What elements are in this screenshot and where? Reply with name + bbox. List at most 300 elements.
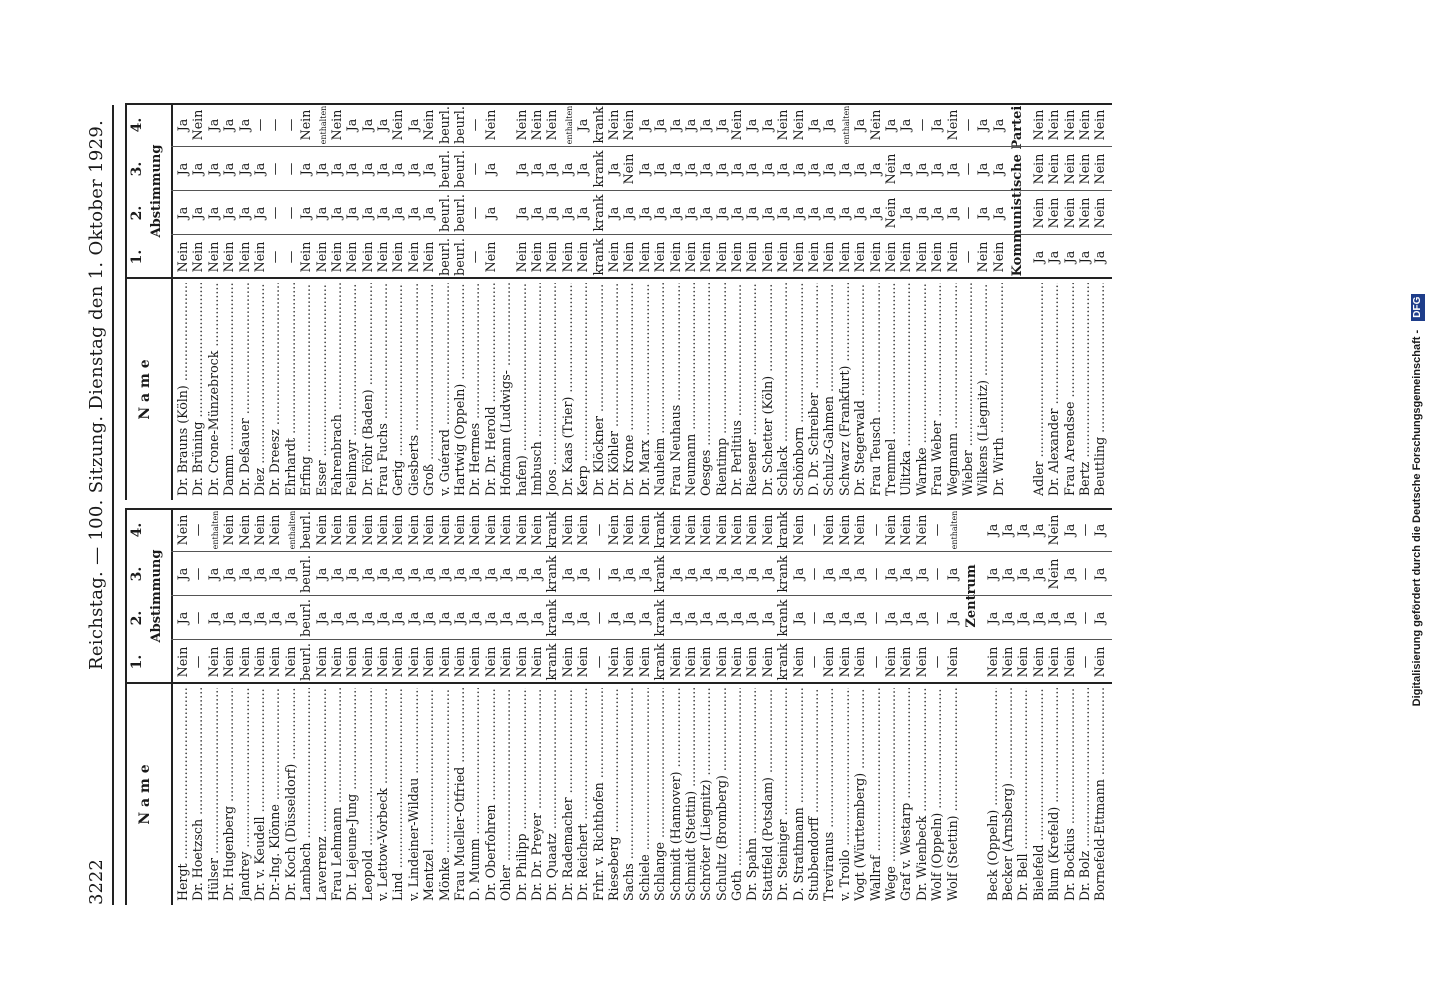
vote-cell: Nein (713, 514, 729, 546)
column-header-abstimmung: Abstimmung (149, 549, 164, 643)
member-name: Frau Arendsee ..... (1062, 283, 1077, 496)
vote-cell: Nein (698, 646, 714, 678)
member-name: Wolf (Stettin) ..... (945, 688, 960, 901)
member-name: Dr. Brauns (Köln) ..... (175, 283, 190, 496)
member-name: Wolf (Oppeln) ..... (929, 688, 944, 901)
vote-cell: Nein (313, 514, 329, 546)
vote-row (698, 508, 713, 684)
vote-cell: Nein (359, 241, 375, 273)
member-name: Esser ..... (314, 283, 329, 496)
vote-cell: Ja (344, 206, 360, 220)
vote-cell: Ja (898, 162, 914, 176)
member-name: Mentzel ..... (421, 688, 436, 901)
vote-cell: Ja (544, 162, 560, 176)
vote-cell: Ja (528, 611, 544, 625)
member-name: Dr. Bolz ..... (1077, 688, 1092, 901)
vote-cell: Ja (498, 567, 514, 581)
vote-cell: — (590, 523, 606, 537)
vote-cell: Ja (221, 162, 237, 176)
vote-row (575, 508, 590, 684)
vote-row (390, 103, 405, 279)
vote-row (714, 508, 729, 684)
vote-row (698, 103, 713, 279)
member-name: v. Guérard ..... (437, 283, 452, 496)
vote-cell: Ja (1015, 611, 1031, 625)
vote-cell: Ja (682, 162, 698, 176)
vote-cell: Ja (205, 611, 221, 625)
vote-row (975, 103, 990, 279)
member-name: Wallraf ..... (868, 688, 883, 901)
member-name: Dr. Köhler ..... (606, 283, 621, 496)
vote-cell: Nein (528, 241, 544, 273)
vote-row (652, 103, 667, 279)
vote-cell: Ja (575, 611, 591, 625)
vote-cell: Nein (1076, 153, 1092, 185)
vote-row (668, 508, 683, 684)
vote-cell: Ja (482, 162, 498, 176)
vote-cell: — (1076, 655, 1092, 669)
vote-cell: Nein (852, 241, 868, 273)
column-rule (171, 639, 1112, 640)
vote-row (406, 103, 421, 279)
vote-cell: enthalten (564, 105, 574, 145)
vote-cell: beurl. (436, 150, 452, 188)
vote-cell: Ja (944, 206, 960, 220)
vote-cell: Nein (621, 241, 637, 273)
member-name: Riesener ..... (744, 283, 759, 496)
vote-cell: Nein (359, 514, 375, 546)
member-name: Warnke ..... (914, 283, 929, 496)
vote-cell: — (1076, 523, 1092, 537)
member-name: Dr. Oberfohren ..... (483, 688, 498, 901)
vote-cell: Ja (852, 611, 868, 625)
vote-cell: Ja (759, 118, 775, 132)
vote-cell: Ja (221, 206, 237, 220)
vote-cell: Ja (882, 567, 898, 581)
vote-cell: Ja (990, 206, 1006, 220)
vote-cell: Nein (190, 241, 206, 273)
vote-cell: Ja (913, 611, 929, 625)
vote-cell: Ja (513, 162, 529, 176)
vote-row (868, 103, 883, 279)
vote-row (344, 508, 359, 684)
vote-cell: Ja (405, 118, 421, 132)
vote-cell: Ja (405, 611, 421, 625)
vote-cell: Nein (867, 109, 883, 141)
table-outer-rule (125, 103, 1112, 105)
vote-cell: — (959, 250, 975, 264)
vote-cell: Ja (575, 206, 591, 220)
vote-cell: Nein (759, 241, 775, 273)
vote-cell: Ja (790, 162, 806, 176)
vote-row (483, 508, 498, 684)
vote-cell: Ja (575, 567, 591, 581)
vote-cell: — (282, 118, 298, 132)
vote-cell: Nein (882, 153, 898, 185)
vote-cell: Ja (467, 611, 483, 625)
vote-cell: Ja (482, 567, 498, 581)
vote-cell: Nein (913, 646, 929, 678)
vote-cell: Ja (175, 611, 190, 625)
column-header-name: N a m e (137, 359, 153, 420)
vote-row (1046, 508, 1061, 684)
vote-row (898, 103, 913, 279)
vote-cell: Nein (298, 241, 314, 273)
vote-cell: Ja (482, 206, 498, 220)
vote-cell: beurl. (298, 555, 314, 593)
member-name: Dr. Föhr (Baden) ..... (360, 283, 375, 496)
vote-cell: Ja (821, 567, 837, 581)
vote-cell: Nein (944, 646, 960, 678)
vote-row (483, 103, 498, 279)
vote-cell: Nein (528, 109, 544, 141)
vote-cell: — (282, 162, 298, 176)
vote-cell: krank (590, 106, 606, 144)
member-name: Rieseberg ..... (606, 688, 621, 901)
vote-cell: Ja (806, 206, 822, 220)
vote-cell: Nein (775, 109, 791, 141)
vote-row (298, 103, 313, 279)
vote-row (206, 103, 221, 279)
vote-cell: Nein (344, 646, 360, 678)
vote-row (514, 508, 529, 684)
vote-cell: Ja (313, 611, 329, 625)
vote-cell: — (959, 118, 975, 132)
vote-cell: Nein (221, 514, 237, 546)
vote-cell: Ja (744, 611, 760, 625)
vote-cell: krank (590, 194, 606, 232)
vote-cell: Ja (267, 611, 283, 625)
vote-cell: Ja (1015, 567, 1031, 581)
vote-cell: Nein (636, 514, 652, 546)
party-spacer (960, 688, 985, 901)
member-name: Becker (Arnsberg) ..... (1000, 688, 1015, 901)
vote-cell: Ja (652, 118, 668, 132)
vote-cell: Nein (390, 241, 406, 273)
vote-cell: Ja (898, 611, 914, 625)
vote-cell: Ja (390, 611, 406, 625)
member-name: Schröter (Liegnitz) ..... (698, 688, 713, 901)
vote-cell: Ja (984, 523, 1000, 537)
vote-cell: Nein (282, 646, 298, 678)
member-name: Mönke ..... (437, 688, 452, 901)
member-name: Bielefeld ..... (1031, 688, 1046, 901)
vote-row (791, 508, 806, 684)
vote-cell: Nein (836, 646, 852, 678)
vote-cell: Nein (359, 646, 375, 678)
vote-row (606, 103, 621, 279)
vote-row (237, 103, 252, 279)
vote-cell: Ja (929, 206, 945, 220)
vote-cell: Nein (990, 241, 1006, 273)
vote-cell: Ja (190, 206, 206, 220)
vote-cell: Ja (990, 118, 1006, 132)
member-name: Lind ..... (390, 688, 405, 901)
vote-cell: Ja (251, 162, 267, 176)
vote-cell: Nein (682, 241, 698, 273)
vote-cell: Nein (375, 241, 391, 273)
vote-cell: Ja (913, 162, 929, 176)
vote-cell: Ja (559, 162, 575, 176)
vote-cell: krank (590, 150, 606, 188)
table-rule (171, 510, 173, 905)
member-name: Schmidt (Hannover) ..... (668, 688, 683, 901)
vote-cell: Nein (1030, 153, 1046, 185)
member-name: Sachs ..... (621, 688, 636, 901)
vote-cell: Ja (999, 611, 1015, 625)
vote-cell: Ja (821, 118, 837, 132)
vote-cell: Nein (852, 646, 868, 678)
vote-cell: Ja (652, 206, 668, 220)
vote-cell: Ja (359, 162, 375, 176)
member-name: Groß ..... (421, 283, 436, 496)
vote-cell: — (1076, 567, 1092, 581)
vote-cell: — (929, 567, 945, 581)
vote-cell: Ja (1030, 523, 1046, 537)
vote-row (252, 508, 267, 684)
vote-cell: Ja (221, 567, 237, 581)
vote-cell: Ja (984, 567, 1000, 581)
vote-cell: Nein (1046, 558, 1062, 590)
vote-cell: — (467, 118, 483, 132)
vote-cell: Ja (759, 206, 775, 220)
vote-cell: Ja (344, 567, 360, 581)
vote-cell: Nein (790, 109, 806, 141)
vote-cell: — (251, 118, 267, 132)
vote-cell: Ja (375, 611, 391, 625)
member-name: Dr. Deßauer ..... (237, 283, 252, 496)
vote-cell: Ja (575, 162, 591, 176)
member-name: Hergt ..... (175, 688, 190, 901)
vote-cell: Nein (790, 241, 806, 273)
member-name: Dr.-Ing. Klönne ..... (267, 688, 282, 901)
vote-cell: Ja (759, 567, 775, 581)
vote-row (914, 508, 929, 684)
column-rule (171, 551, 1112, 552)
vote-row (729, 508, 744, 684)
vote-cell: Nein (251, 646, 267, 678)
vote-cell: Nein (221, 241, 237, 273)
vote-cell: Ja (713, 162, 729, 176)
vote-row (775, 103, 790, 279)
vote-cell: Nein (267, 514, 283, 546)
vote-row (668, 103, 683, 279)
vote-cell: Ja (467, 567, 483, 581)
vote-cell: Ja (713, 118, 729, 132)
member-name: Feilmayr ..... (344, 283, 359, 496)
vote-cell: beurl. (436, 194, 452, 232)
vote-cell: Ja (452, 611, 468, 625)
vote-row (190, 103, 205, 279)
vote-row (683, 103, 698, 279)
vote-row (314, 508, 329, 684)
vote-cell: Ja (1015, 523, 1031, 537)
vote-cell: — (913, 118, 929, 132)
vote-cell: — (190, 567, 206, 581)
vote-cell: Nein (867, 241, 883, 273)
vote-cell: Nein (729, 514, 745, 546)
vote-cell: Ja (1092, 523, 1108, 537)
vote-cell: Nein (175, 646, 190, 678)
vote-cell: Nein (1076, 109, 1092, 141)
vote-row (960, 103, 975, 279)
vote-cell: Ja (328, 611, 344, 625)
vote-cell: Ja (544, 206, 560, 220)
vote-cell: Nein (482, 241, 498, 273)
vote-cell: Ja (298, 206, 314, 220)
vote-cell: Ja (298, 162, 314, 176)
vote-cell: Ja (575, 118, 591, 132)
member-name: Dr. Koch (Düsseldorf) ..... (283, 688, 298, 901)
member-name: Goth ..... (729, 688, 744, 901)
vote-cell: Nein (744, 646, 760, 678)
member-name: Fahrenbrach ..... (329, 283, 344, 496)
vote-row (190, 508, 205, 684)
member-name: Dr. Marx ..... (637, 283, 652, 496)
vote-row (775, 508, 790, 684)
column-header-n4: 4. (129, 117, 145, 133)
vote-row (591, 508, 606, 684)
vote-row (1046, 103, 1061, 279)
vote-cell: Ja (836, 611, 852, 625)
vote-row (452, 508, 467, 684)
vote-cell: Ja (251, 611, 267, 625)
vote-cell: Ja (205, 206, 221, 220)
vote-cell: Ja (913, 567, 929, 581)
vote-cell: Ja (436, 611, 452, 625)
vote-cell: Ja (759, 611, 775, 625)
vote-cell: Ja (313, 567, 329, 581)
vote-cell: — (867, 523, 883, 537)
vote-cell: krank (590, 238, 606, 276)
vote-cell: Ja (328, 162, 344, 176)
vote-cell: Ja (944, 567, 960, 581)
vote-cell: Nein (251, 241, 267, 273)
vote-row (175, 508, 190, 684)
vote-cell: Nein (467, 646, 483, 678)
table-header-rule (125, 105, 127, 500)
vote-cell: beurl. (452, 238, 468, 276)
vote-cell: Ja (621, 206, 637, 220)
vote-cell: Ja (513, 611, 529, 625)
vote-cell: Ja (513, 567, 529, 581)
vote-cell: krank (652, 643, 668, 681)
vote-cell: krank (544, 555, 560, 593)
vote-cell: Ja (999, 567, 1015, 581)
member-name: Nauheim ..... (652, 283, 667, 496)
vote-cell: Ja (236, 206, 252, 220)
member-name: Dr. v. Keudell ..... (252, 688, 267, 901)
vote-cell: Nein (1092, 153, 1108, 185)
vote-cell: Nein (513, 109, 529, 141)
vote-row (929, 508, 944, 684)
vote-cell: Ja (806, 118, 822, 132)
vote-cell: Ja (744, 162, 760, 176)
vote-cell: krank (652, 555, 668, 593)
vote-cell: Ja (729, 162, 745, 176)
vote-row (1062, 508, 1077, 684)
vote-cell: Nein (390, 514, 406, 546)
vote-cell: Ja (682, 611, 698, 625)
vote-cell: Ja (698, 611, 714, 625)
vote-cell: Nein (344, 514, 360, 546)
vote-cell: Nein (559, 514, 575, 546)
vote-cell: Ja (667, 567, 683, 581)
vote-row (283, 103, 298, 279)
vote-cell: Ja (836, 206, 852, 220)
member-name: Frau Neuhaus ..... (668, 283, 683, 496)
vote-cell: Nein (313, 241, 329, 273)
vote-cell: Ja (390, 206, 406, 220)
vote-cell: Ja (528, 567, 544, 581)
table-outer-rule (125, 508, 1112, 510)
vote-cell: beurl. (452, 106, 468, 144)
vote-cell: Ja (359, 118, 375, 132)
vote-cell: Ja (559, 206, 575, 220)
member-name: D. Dr. Schreiber ..... (806, 283, 821, 496)
vote-cell: Nein (944, 241, 960, 273)
vote-cell: Ja (667, 162, 683, 176)
vote-cell: Ja (882, 611, 898, 625)
vote-cell: Ja (621, 567, 637, 581)
member-name: Hartwig (Oppeln) ..... (452, 283, 467, 496)
vote-cell: Ja (175, 567, 190, 581)
vote-cell: — (929, 611, 945, 625)
member-name: Frau Weber ..... (929, 283, 944, 496)
vote-cell: Ja (375, 567, 391, 581)
vote-cell: Ja (821, 206, 837, 220)
vote-cell: — (267, 118, 283, 132)
vote-cell: Ja (867, 206, 883, 220)
vote-cell: Ja (528, 206, 544, 220)
vote-row (760, 103, 775, 279)
vote-cell: Nein (528, 514, 544, 546)
vote-cell: Nein (482, 514, 498, 546)
column-header-abstimmung: Abstimmung (149, 144, 164, 238)
member-name: Dr. Steiniger ..... (775, 688, 790, 901)
vote-cell: Nein (1030, 109, 1046, 141)
column-rule (125, 682, 1112, 684)
vote-cell: Ja (605, 162, 621, 176)
vote-cell: Nein (544, 109, 560, 141)
vote-cell: beurl. (298, 643, 314, 681)
vote-cell: Nein (775, 241, 791, 273)
member-name: Dr. Alexander ..... (1046, 283, 1061, 496)
column-rule (125, 277, 1112, 279)
member-name: Neumann ..... (683, 283, 698, 496)
vote-cell: Nein (513, 646, 529, 678)
vote-cell: enthalten (949, 510, 959, 550)
column-header-n1: 1. (129, 654, 145, 670)
vote-cell: Nein (882, 241, 898, 273)
vote-cell: Ja (313, 206, 329, 220)
vote-row (591, 103, 606, 279)
vote-cell: Ja (1030, 567, 1046, 581)
member-name: v. Troilo ..... (837, 688, 852, 901)
vote-cell: Nein (1061, 109, 1077, 141)
vote-cell: Ja (375, 118, 391, 132)
vote-cell: Nein (421, 646, 437, 678)
vote-cell: Nein (175, 241, 190, 273)
table-header-rule (125, 510, 127, 905)
vote-cell: Nein (698, 514, 714, 546)
vote-cell: Nein (236, 241, 252, 273)
vote-cell: Nein (575, 241, 591, 273)
dfg-logo-icon: DFG (1411, 294, 1425, 321)
vote-cell: Ja (328, 567, 344, 581)
vote-cell: Nein (836, 514, 852, 546)
vote-cell: Nein (390, 109, 406, 141)
